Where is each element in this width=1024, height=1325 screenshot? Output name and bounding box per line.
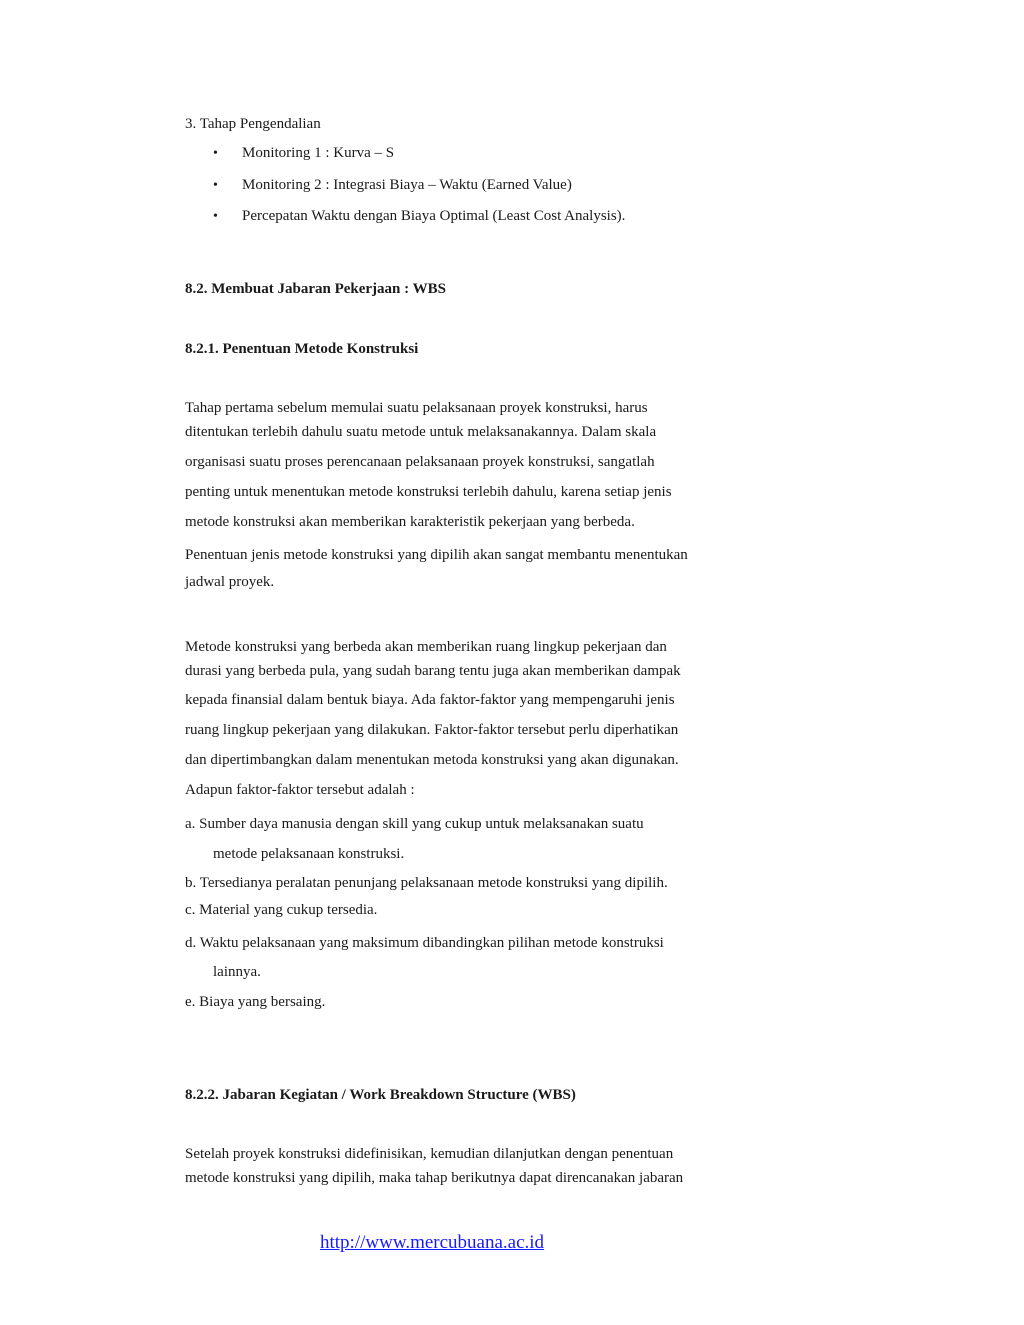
paragraph-line: Penentuan jenis metode konstruksi yang dipilih akan sangat membantu menentukan xyxy=(185,547,688,563)
paragraph-line: Adapun faktor-faktor tersebut adalah : xyxy=(185,782,415,798)
factor-item: a. Sumber daya manusia dengan skill yang cukup untuk melaksanakan suatu xyxy=(185,816,644,832)
bullet-item xyxy=(213,144,394,163)
bullet-icon: • xyxy=(213,209,218,224)
paragraph-line: metode konstruksi akan memberikan karakteristik pekerjaan yang berbeda. xyxy=(185,514,635,530)
footer-url-link[interactable]: http://www.mercubuana.ac.id xyxy=(320,1232,545,1253)
paragraph-line: Setelah proyek konstruksi didefinisikan, kemudian dilanjutkan dengan penentuan xyxy=(185,1146,674,1162)
paragraph-line: ditentukan terlebih dahulu suatu metode untuk melaksanakannya. Dalam skala xyxy=(185,424,657,440)
paragraph-line: penting untuk menentukan metode konstruksi terlebih dahulu, karena setiap jenis xyxy=(185,484,672,500)
paragraph-line: Tahap pertama sebelum memulai suatu pelaksanaan proyek konstruksi, harus xyxy=(185,400,648,416)
bullet-item xyxy=(213,207,625,226)
factor-item: b. Tersedianya peralatan penunjang pelaksanaan metode konstruksi yang dipilih. xyxy=(185,875,668,891)
factor-item: d. Waktu pelaksanaan yang maksimum dibandingkan pilihan metode konstruksi xyxy=(185,935,664,951)
paragraph-line: dan dipertimbangkan dalam menentukan metoda konstruksi yang akan digunakan. xyxy=(185,752,679,768)
paragraph-line: organisasi suatu proses perencanaan pelaksanaan proyek konstruksi, sangatlah xyxy=(185,454,655,470)
bullet-text: Monitoring 1 : Kurva – S xyxy=(242,145,395,161)
section821-heading: 8.2.1. Penentuan Metode Konstruksi xyxy=(185,341,419,357)
bullet-text: Percepatan Waktu dengan Biaya Optimal (Least Cost Analysis). xyxy=(242,208,626,224)
factor-item-continuation: lainnya. xyxy=(213,964,261,980)
section3-heading: 3. Tahap Pengendalian xyxy=(185,116,321,132)
section82-heading: 8.2. Membuat Jabaran Pekerjaan : WBS xyxy=(185,281,446,297)
bullet-icon: • xyxy=(213,146,218,161)
paragraph-line: jadwal proyek. xyxy=(185,574,275,590)
bullet-text: Monitoring 2 : Integrasi Biaya – Waktu (Earned Value) xyxy=(242,177,572,193)
bullet-item xyxy=(213,176,572,195)
paragraph-line: metode konstruksi yang dipilih, maka tahap berikutnya dapat direncanakan jabaran xyxy=(185,1170,684,1186)
factor-item: c. Material yang cukup tersedia. xyxy=(185,902,378,918)
paragraph-line: ruang lingkup pekerjaan yang dilakukan. Faktor-faktor tersebut perlu diperhatikan xyxy=(185,722,679,738)
paragraph-line: Metode konstruksi yang berbeda akan memberikan ruang lingkup pekerjaan dan xyxy=(185,639,667,655)
paragraph-line: kepada finansial dalam bentuk biaya. Ada faktor-faktor yang mempengaruhi jenis xyxy=(185,692,675,708)
factor-item-continuation: metode pelaksanaan konstruksi. xyxy=(213,846,405,862)
section822-heading: 8.2.2. Jabaran Kegiatan / Work Breakdown Structure (WBS) xyxy=(185,1087,576,1103)
factor-item: e. Biaya yang bersaing. xyxy=(185,994,326,1010)
paragraph-line: durasi yang berbeda pula, yang sudah barang tentu juga akan memberikan dampak xyxy=(185,663,681,679)
bullet-icon: • xyxy=(213,178,218,193)
